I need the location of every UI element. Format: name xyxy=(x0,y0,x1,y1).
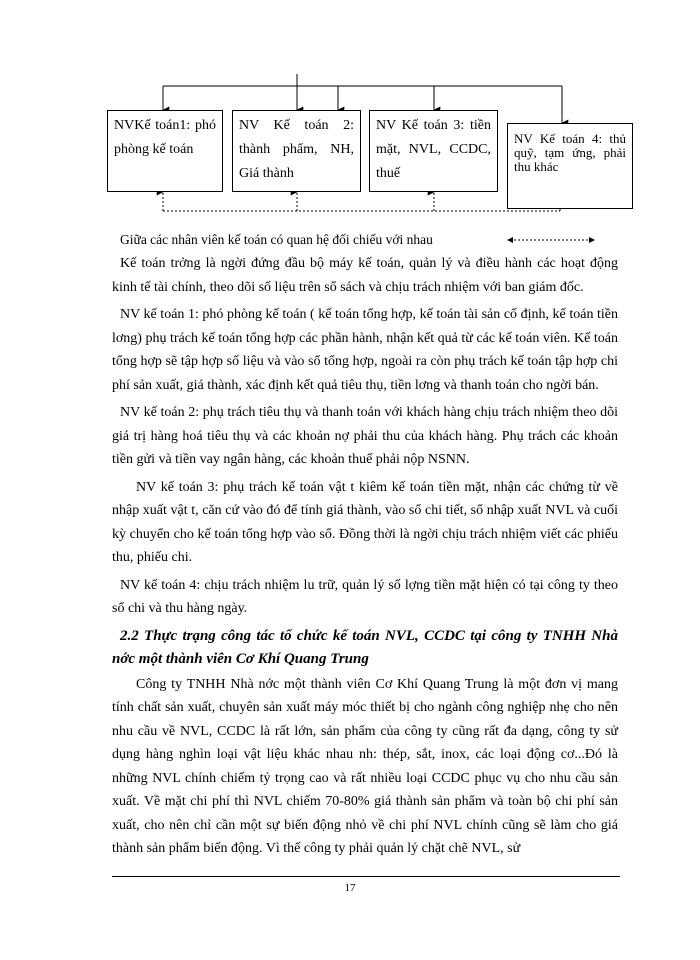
section-heading: 2.2 Thực trạng công tác tổ chức kế toán NVL, CCDC tại công ty TNHH Nhà nớc một thành viên Cơ Khí Quang Trung xyxy=(112,627,618,667)
section-paragraph: Công ty TNHH Nhà nớc một thành viên Cơ Khí Quang Trung là một đơn vị mang tính chất sản xuất, chuyên sản xuất máy móc thiết bị cho ngành công nghiệp nhẹ cho nên nhu cầu về NVL, CCDC là rất lớn, sản phẩm của công ty cũng rất đa dạng, công ty sử dụng hàng nghìn loại vật liệu khác nhau nh: thép, sắt, inox, các loại động cơ...Đó là những NVL chính chiếm tỷ trọng cao và rất nhiều loại CCDC phục vụ cho nhu cầu sản xuất. Về mặt chi phí thì NVL chiếm 70-80% giá thành sản phẩm và toàn bộ chi phí sản xuất, cho nên chỉ cần một sự biến động nhỏ về chi phí NVL chính cũng sẽ làm cho giá thành sản phẩm biến động. Vì thế công ty phải quản lý chặt chẽ NVL, sử xyxy=(112,676,618,856)
paragraph-accountant-2: NV kế toán 2: phụ trách tiêu thụ và thanh toán với khách hàng chịu trách nhiệm theo dõi giá trị hàng hoá tiêu thụ và các khoản nợ phải thu của khách hàng. Phụ trách các khoản tiền gửi và tiền vay ngân hàng, các khoản thuế phải nộp NSNN. xyxy=(112,405,618,467)
page-number: 17 xyxy=(344,882,356,894)
org-chart xyxy=(0,0,700,250)
box-accountant-4: NV Kế toán 4: thủ quỹ, tạm ứng, phải thu khác xyxy=(507,123,633,209)
box-accountant-1: NVKế toán1: phó phòng kế toán xyxy=(107,110,223,192)
paragraph-accountant-3: NV kế toán 3: phụ trách kế toán vật t kiêm kế toán tiền mặt, nhận các chứng từ về nhập xuất vật t, căn cứ vào đó để tính giá thành, vào sổ chi tiết, sổ nhập xuất NVL và cuối kỳ chuyển cho kế toán tổng hợp vào sổ. Đồng thời là ngời chịu trách nhiệm viết các phiếu thu, phiếu chi. xyxy=(112,479,618,565)
box-accountant-2: NV Kế toán 2: thành phẩm, NH, Giá thành xyxy=(232,110,361,192)
paragraph-accountant-4: NV kế toán 4: chịu trách nhiệm lu trữ, quản lý số lợng tiền mặt hiện có tại công ty theo sổ chi và thu hàng ngày. xyxy=(112,577,618,616)
paragraph-accountant-1: NV kế toán 1: phó phòng kế toán ( kế toán tổng hợp, kế toán tài sản cố định, kế toán tiền lơng) phụ trách kế toán tổng hợp các phần hành, nhận kết quả từ các kế toán viên. Kế toán tổng hợp sẽ tập hợp số liệu và vào sổ tổng hợp, ngoài ra còn phụ trách kế toán tập hợp chi phí sản xuất, giá thành, xác định kết quả tiêu thụ, tiền lơng và thanh toán cho ngời bán. xyxy=(112,307,618,393)
box-accountant-3: NV Kế toán 3: tiền mặt, NVL, CCDC, thuế xyxy=(369,110,498,192)
paragraph-chief-accountant: Kế toán trởng là ngời đứng đầu bộ máy kế toán, quản lý và điều hành các hoạt động kinh tế tài chính, theo dõi số liệu trên sổ sách và chịu trách nhiệm với ban giám đốc. xyxy=(112,256,618,295)
body-text xyxy=(112,252,618,865)
diagram-note: Giữa các nhân viên kế toán có quan hệ đối chiếu với nhau xyxy=(120,232,433,247)
footer-rule xyxy=(112,876,620,877)
